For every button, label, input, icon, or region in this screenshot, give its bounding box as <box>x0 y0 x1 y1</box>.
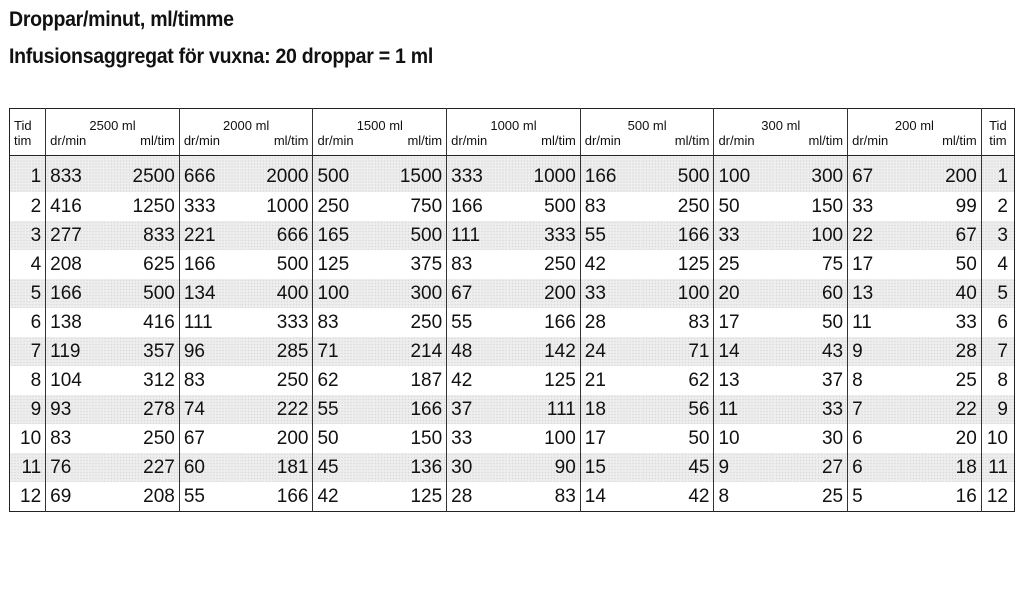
tid-header-left: Tid <box>10 109 46 134</box>
ml-per-hour-cell: 83 <box>642 308 714 337</box>
drops-per-minute-cell: 250 <box>317 195 350 217</box>
drops-per-minute-cell: 125 <box>317 253 350 275</box>
ml-per-hour-cell: 500 <box>508 192 580 221</box>
ml-per-hour-cell: 2500 <box>107 156 179 193</box>
drops-per-minute-cell: 33 <box>451 427 473 449</box>
drops-per-minute-cell: 60 <box>179 453 240 482</box>
ml-per-hour-cell: 833 <box>107 221 179 250</box>
row-hour-left: 3 <box>10 221 46 250</box>
volume-group-header: 2500 ml <box>46 109 180 134</box>
row-hour-left: 11 <box>10 453 46 482</box>
ml-per-hour-cell: 312 <box>107 366 179 395</box>
table-row <box>10 482 1015 512</box>
ml-per-hour-cell: 28 <box>909 337 981 366</box>
drops-per-minute-cell: 17 <box>852 253 874 275</box>
drops-per-minute-cell: 67 <box>848 156 909 193</box>
drops-per-minute-cell: 166 <box>451 195 483 217</box>
table-row <box>10 279 1015 308</box>
ml-per-hour-cell: 45 <box>642 453 714 482</box>
ml-per-hour-cell: 40 <box>909 279 981 308</box>
drops-per-minute-cell: 18 <box>580 395 641 424</box>
ml-per-hour-cell: 1500 <box>374 156 446 193</box>
ml-per-hour-cell: 250 <box>642 192 714 221</box>
table-row <box>10 308 1015 337</box>
ml-per-hour-cell: 71 <box>642 337 714 366</box>
drops-per-minute-cell: 666 <box>179 156 240 193</box>
ml-per-hour-cell: 500 <box>107 279 179 308</box>
ml-per-hour-cell: 250 <box>107 424 179 453</box>
row-hour-left: 9 <box>10 395 46 424</box>
row-hour-left: 2 <box>10 192 46 221</box>
drops-per-minute-cell: 10 <box>718 427 740 449</box>
drops-per-minute-cell: 100 <box>714 156 775 193</box>
ml-per-hour-cell: 166 <box>374 395 446 424</box>
ml-per-hour-cell: 22 <box>909 395 981 424</box>
ml-per-hour-cell: 100 <box>775 221 847 250</box>
ml-per-hour-cell: 333 <box>508 221 580 250</box>
drops-per-minute-cell: 104 <box>50 369 82 391</box>
drops-per-minute-cell: 83 <box>317 311 339 333</box>
ml-per-hour-cell: 166 <box>508 308 580 337</box>
ml-per-hour-cell: 1000 <box>508 156 580 193</box>
drops-per-minute-cell: 83 <box>183 369 205 391</box>
table-row <box>10 221 1015 250</box>
ml-tim-subheader: ml/tim <box>241 133 313 156</box>
ml-per-hour-cell: 250 <box>241 366 313 395</box>
row-hour-right: 12 <box>986 485 1008 507</box>
ml-per-hour-cell: 62 <box>642 366 714 395</box>
drops-per-minute-cell: 50 <box>317 427 339 449</box>
ml-per-hour-cell: 90 <box>508 453 580 482</box>
ml-per-hour-cell: 300 <box>775 156 847 193</box>
ml-per-hour-cell: 500 <box>241 250 313 279</box>
ml-tim-subheader: ml/tim <box>107 133 179 156</box>
drops-per-minute-cell: 17 <box>718 311 740 333</box>
row-hour-right: 11 <box>981 453 1014 482</box>
volume-group-header: 200 ml <box>848 109 982 134</box>
drops-per-minute-cell: 9 <box>848 337 909 366</box>
drops-per-minute-cell: 165 <box>313 221 374 250</box>
table-row <box>10 337 1015 366</box>
drops-per-minute-cell: 8 <box>852 369 863 391</box>
drops-per-minute-cell: 55 <box>451 311 473 333</box>
ml-per-hour-cell: 200 <box>241 424 313 453</box>
ml-per-hour-cell: 300 <box>374 279 446 308</box>
ml-per-hour-cell: 666 <box>241 221 313 250</box>
drops-per-minute-cell: 76 <box>46 453 107 482</box>
ml-per-hour-cell: 142 <box>508 337 580 366</box>
page-subtitle: Infusionsaggregat för vuxna: 20 droppar = 1 ml <box>9 45 433 68</box>
volume-group-header: 2000 ml <box>179 109 313 134</box>
drops-per-minute-cell: 67 <box>447 279 508 308</box>
drops-per-minute-cell: 50 <box>718 195 740 217</box>
drops-per-minute-cell: 33 <box>852 195 874 217</box>
ml-per-hour-cell: 285 <box>241 337 313 366</box>
page-title: Droppar/minut, ml/timme <box>9 8 234 31</box>
drops-per-minute-cell: 134 <box>179 279 240 308</box>
drops-per-minute-cell: 111 <box>183 311 213 333</box>
drops-per-minute-cell: 833 <box>46 156 107 193</box>
drops-per-minute-cell: 17 <box>584 427 606 449</box>
infusion-rate-table <box>9 108 1015 512</box>
tim-header-left: tim <box>10 133 46 156</box>
drops-per-minute-cell: 15 <box>580 453 641 482</box>
title-block <box>9 6 465 71</box>
ml-per-hour-cell: 60 <box>775 279 847 308</box>
ml-per-hour-cell: 250 <box>508 250 580 279</box>
drops-per-minute-cell: 7 <box>848 395 909 424</box>
drops-per-minute-cell: 93 <box>46 395 107 424</box>
drops-per-minute-cell: 96 <box>179 337 240 366</box>
drops-per-minute-cell: 42 <box>451 369 473 391</box>
ml-per-hour-cell: 208 <box>107 482 179 512</box>
dr-min-subheader: dr/min <box>848 133 909 156</box>
ml-per-hour-cell: 375 <box>374 250 446 279</box>
ml-per-hour-cell: 187 <box>374 366 446 395</box>
ml-per-hour-cell: 42 <box>642 482 714 512</box>
table-row <box>10 453 1015 482</box>
ml-per-hour-cell: 25 <box>775 482 847 512</box>
tid-header-right: Tid <box>989 118 1007 133</box>
row-hour-left: 10 <box>10 424 46 453</box>
ml-per-hour-cell: 16 <box>909 482 981 512</box>
drops-per-minute-cell: 221 <box>179 221 240 250</box>
drops-per-minute-cell: 55 <box>580 221 641 250</box>
row-hour-right: 6 <box>997 311 1008 333</box>
ml-per-hour-cell: 200 <box>909 156 981 193</box>
drops-per-minute-cell: 83 <box>50 427 72 449</box>
dr-min-subheader: dr/min <box>447 133 508 156</box>
drops-per-minute-cell: 30 <box>447 453 508 482</box>
row-hour-left: 8 <box>10 366 46 395</box>
table-row <box>10 250 1015 279</box>
drops-per-minute-cell: 416 <box>50 195 82 217</box>
drops-per-minute-cell: 500 <box>313 156 374 193</box>
row-hour-right: 3 <box>981 221 1014 250</box>
ml-per-hour-cell: 333 <box>241 308 313 337</box>
ml-per-hour-cell: 50 <box>909 250 981 279</box>
drops-per-minute-cell: 11 <box>852 311 872 333</box>
ml-per-hour-cell: 43 <box>775 337 847 366</box>
volume-group-header: 1500 ml <box>313 109 447 134</box>
table-row <box>10 366 1015 395</box>
ml-per-hour-cell: 100 <box>508 424 580 453</box>
drops-per-minute-cell: 55 <box>183 485 205 507</box>
ml-per-hour-cell: 50 <box>775 308 847 337</box>
row-hour-right: 1 <box>981 156 1014 193</box>
ml-tim-subheader: ml/tim <box>508 133 580 156</box>
row-hour-right: 5 <box>981 279 1014 308</box>
ml-per-hour-cell: 25 <box>909 366 981 395</box>
ml-per-hour-cell: 400 <box>241 279 313 308</box>
ml-per-hour-cell: 181 <box>241 453 313 482</box>
ml-per-hour-cell: 125 <box>508 366 580 395</box>
table-row <box>10 424 1015 453</box>
volume-group-header: 300 ml <box>714 109 848 134</box>
drops-per-minute-cell: 333 <box>447 156 508 193</box>
drops-per-minute-cell: 277 <box>46 221 107 250</box>
ml-tim-subheader: ml/tim <box>775 133 847 156</box>
row-hour-right: 8 <box>997 369 1008 391</box>
ml-per-hour-cell: 1250 <box>107 192 179 221</box>
drops-per-minute-cell: 100 <box>313 279 374 308</box>
row-hour-left: 1 <box>10 156 46 193</box>
drops-per-minute-cell: 28 <box>451 485 473 507</box>
row-hour-left: 5 <box>10 279 46 308</box>
row-hour-left: 6 <box>10 308 46 337</box>
drops-per-minute-cell: 83 <box>584 195 606 217</box>
ml-per-hour-cell: 250 <box>374 308 446 337</box>
dr-min-subheader: dr/min <box>714 133 775 156</box>
tim-header-right: tim <box>981 133 1014 156</box>
ml-per-hour-cell: 214 <box>374 337 446 366</box>
drops-per-minute-cell: 55 <box>313 395 374 424</box>
drops-per-minute-cell: 37 <box>447 395 508 424</box>
drops-per-minute-cell: 83 <box>451 253 473 275</box>
drops-per-minute-cell: 62 <box>317 369 339 391</box>
ml-tim-subheader: ml/tim <box>642 133 714 156</box>
row-hour-right: 10 <box>986 427 1008 449</box>
ml-per-hour-cell: 150 <box>775 192 847 221</box>
table-row <box>10 395 1015 424</box>
dr-min-subheader: dr/min <box>179 133 240 156</box>
drops-per-minute-cell: 48 <box>447 337 508 366</box>
ml-per-hour-cell: 125 <box>374 482 446 512</box>
drops-per-minute-cell: 14 <box>584 485 606 507</box>
row-hour-left: 7 <box>10 337 46 366</box>
table-row <box>10 156 1015 193</box>
drops-per-minute-cell: 67 <box>183 427 205 449</box>
drops-per-minute-cell: 138 <box>50 311 82 333</box>
row-hour-left: 4 <box>10 250 46 279</box>
dr-min-subheader: dr/min <box>580 133 641 156</box>
drops-per-minute-cell: 166 <box>183 253 216 275</box>
drops-per-minute-cell: 25 <box>718 253 740 275</box>
row-hour-left: 12 <box>10 482 46 512</box>
drops-per-minute-cell: 13 <box>848 279 909 308</box>
drops-per-minute-cell: 13 <box>718 369 740 391</box>
drops-per-minute-cell: 42 <box>584 253 606 275</box>
ml-per-hour-cell: 625 <box>107 250 179 279</box>
drops-per-minute-cell: 45 <box>313 453 374 482</box>
drops-per-minute-cell: 9 <box>714 453 775 482</box>
ml-per-hour-cell: 166 <box>642 221 714 250</box>
ml-per-hour-cell: 37 <box>775 366 847 395</box>
ml-per-hour-cell: 125 <box>642 250 714 279</box>
drops-per-minute-cell: 28 <box>584 311 606 333</box>
ml-per-hour-cell: 150 <box>374 424 446 453</box>
header-row-units <box>10 133 1015 156</box>
volume-group-header: 1000 ml <box>447 109 581 134</box>
ml-tim-subheader: ml/tim <box>909 133 981 156</box>
dr-min-subheader: dr/min <box>46 133 107 156</box>
ml-per-hour-cell: 416 <box>107 308 179 337</box>
ml-per-hour-cell: 30 <box>775 424 847 453</box>
drops-per-minute-cell: 33 <box>580 279 641 308</box>
volume-group-header: 500 ml <box>580 109 714 134</box>
ml-per-hour-cell: 166 <box>241 482 313 512</box>
ml-per-hour-cell: 83 <box>508 482 580 512</box>
drops-per-minute-cell: 71 <box>313 337 374 366</box>
ml-per-hour-cell: 27 <box>775 453 847 482</box>
row-hour-right: 9 <box>981 395 1014 424</box>
ml-per-hour-cell: 100 <box>642 279 714 308</box>
ml-per-hour-cell: 18 <box>909 453 981 482</box>
ml-tim-subheader: ml/tim <box>374 133 446 156</box>
ml-per-hour-cell: 500 <box>642 156 714 193</box>
drops-per-minute-cell: 69 <box>50 485 72 507</box>
ml-per-hour-cell: 750 <box>374 192 446 221</box>
ml-per-hour-cell: 50 <box>642 424 714 453</box>
drops-per-minute-cell: 74 <box>179 395 240 424</box>
drops-per-minute-cell: 6 <box>852 427 863 449</box>
row-hour-right: 4 <box>997 253 1008 275</box>
drops-per-minute-cell: 24 <box>580 337 641 366</box>
ml-per-hour-cell: 2000 <box>241 156 313 193</box>
header-row-volumes <box>10 109 1015 134</box>
ml-per-hour-cell: 111 <box>508 395 580 424</box>
ml-per-hour-cell: 56 <box>642 395 714 424</box>
ml-per-hour-cell: 20 <box>909 424 981 453</box>
ml-per-hour-cell: 136 <box>374 453 446 482</box>
ml-per-hour-cell: 1000 <box>241 192 313 221</box>
drops-per-minute-cell: 166 <box>46 279 107 308</box>
drops-per-minute-cell: 21 <box>584 369 606 391</box>
ml-per-hour-cell: 200 <box>508 279 580 308</box>
drops-per-minute-cell: 333 <box>183 195 216 217</box>
ml-per-hour-cell: 67 <box>909 221 981 250</box>
drops-per-minute-cell: 166 <box>580 156 641 193</box>
table-body <box>10 156 1015 512</box>
dr-min-subheader: dr/min <box>313 133 374 156</box>
ml-per-hour-cell: 33 <box>909 308 981 337</box>
drops-per-minute-cell: 208 <box>50 253 82 275</box>
table-row <box>10 192 1015 221</box>
drops-per-minute-cell: 5 <box>852 485 863 507</box>
ml-per-hour-cell: 278 <box>107 395 179 424</box>
drops-per-minute-cell: 33 <box>714 221 775 250</box>
ml-per-hour-cell: 33 <box>775 395 847 424</box>
drops-per-minute-cell: 14 <box>714 337 775 366</box>
row-hour-right: 2 <box>997 195 1008 217</box>
drops-per-minute-cell: 119 <box>46 337 107 366</box>
drops-per-minute-cell: 20 <box>714 279 775 308</box>
drops-per-minute-cell: 6 <box>848 453 909 482</box>
row-hour-right: 7 <box>981 337 1014 366</box>
ml-per-hour-cell: 75 <box>775 250 847 279</box>
drops-per-minute-cell: 42 <box>317 485 339 507</box>
ml-per-hour-cell: 500 <box>374 221 446 250</box>
drops-per-minute-cell: 8 <box>718 485 730 507</box>
drops-per-minute-cell: 22 <box>848 221 909 250</box>
ml-per-hour-cell: 222 <box>241 395 313 424</box>
ml-per-hour-cell: 227 <box>107 453 179 482</box>
ml-per-hour-cell: 357 <box>107 337 179 366</box>
ml-per-hour-cell: 99 <box>909 192 981 221</box>
drops-per-minute-cell: 11 <box>714 395 775 424</box>
drops-per-minute-cell: 111 <box>447 221 508 250</box>
